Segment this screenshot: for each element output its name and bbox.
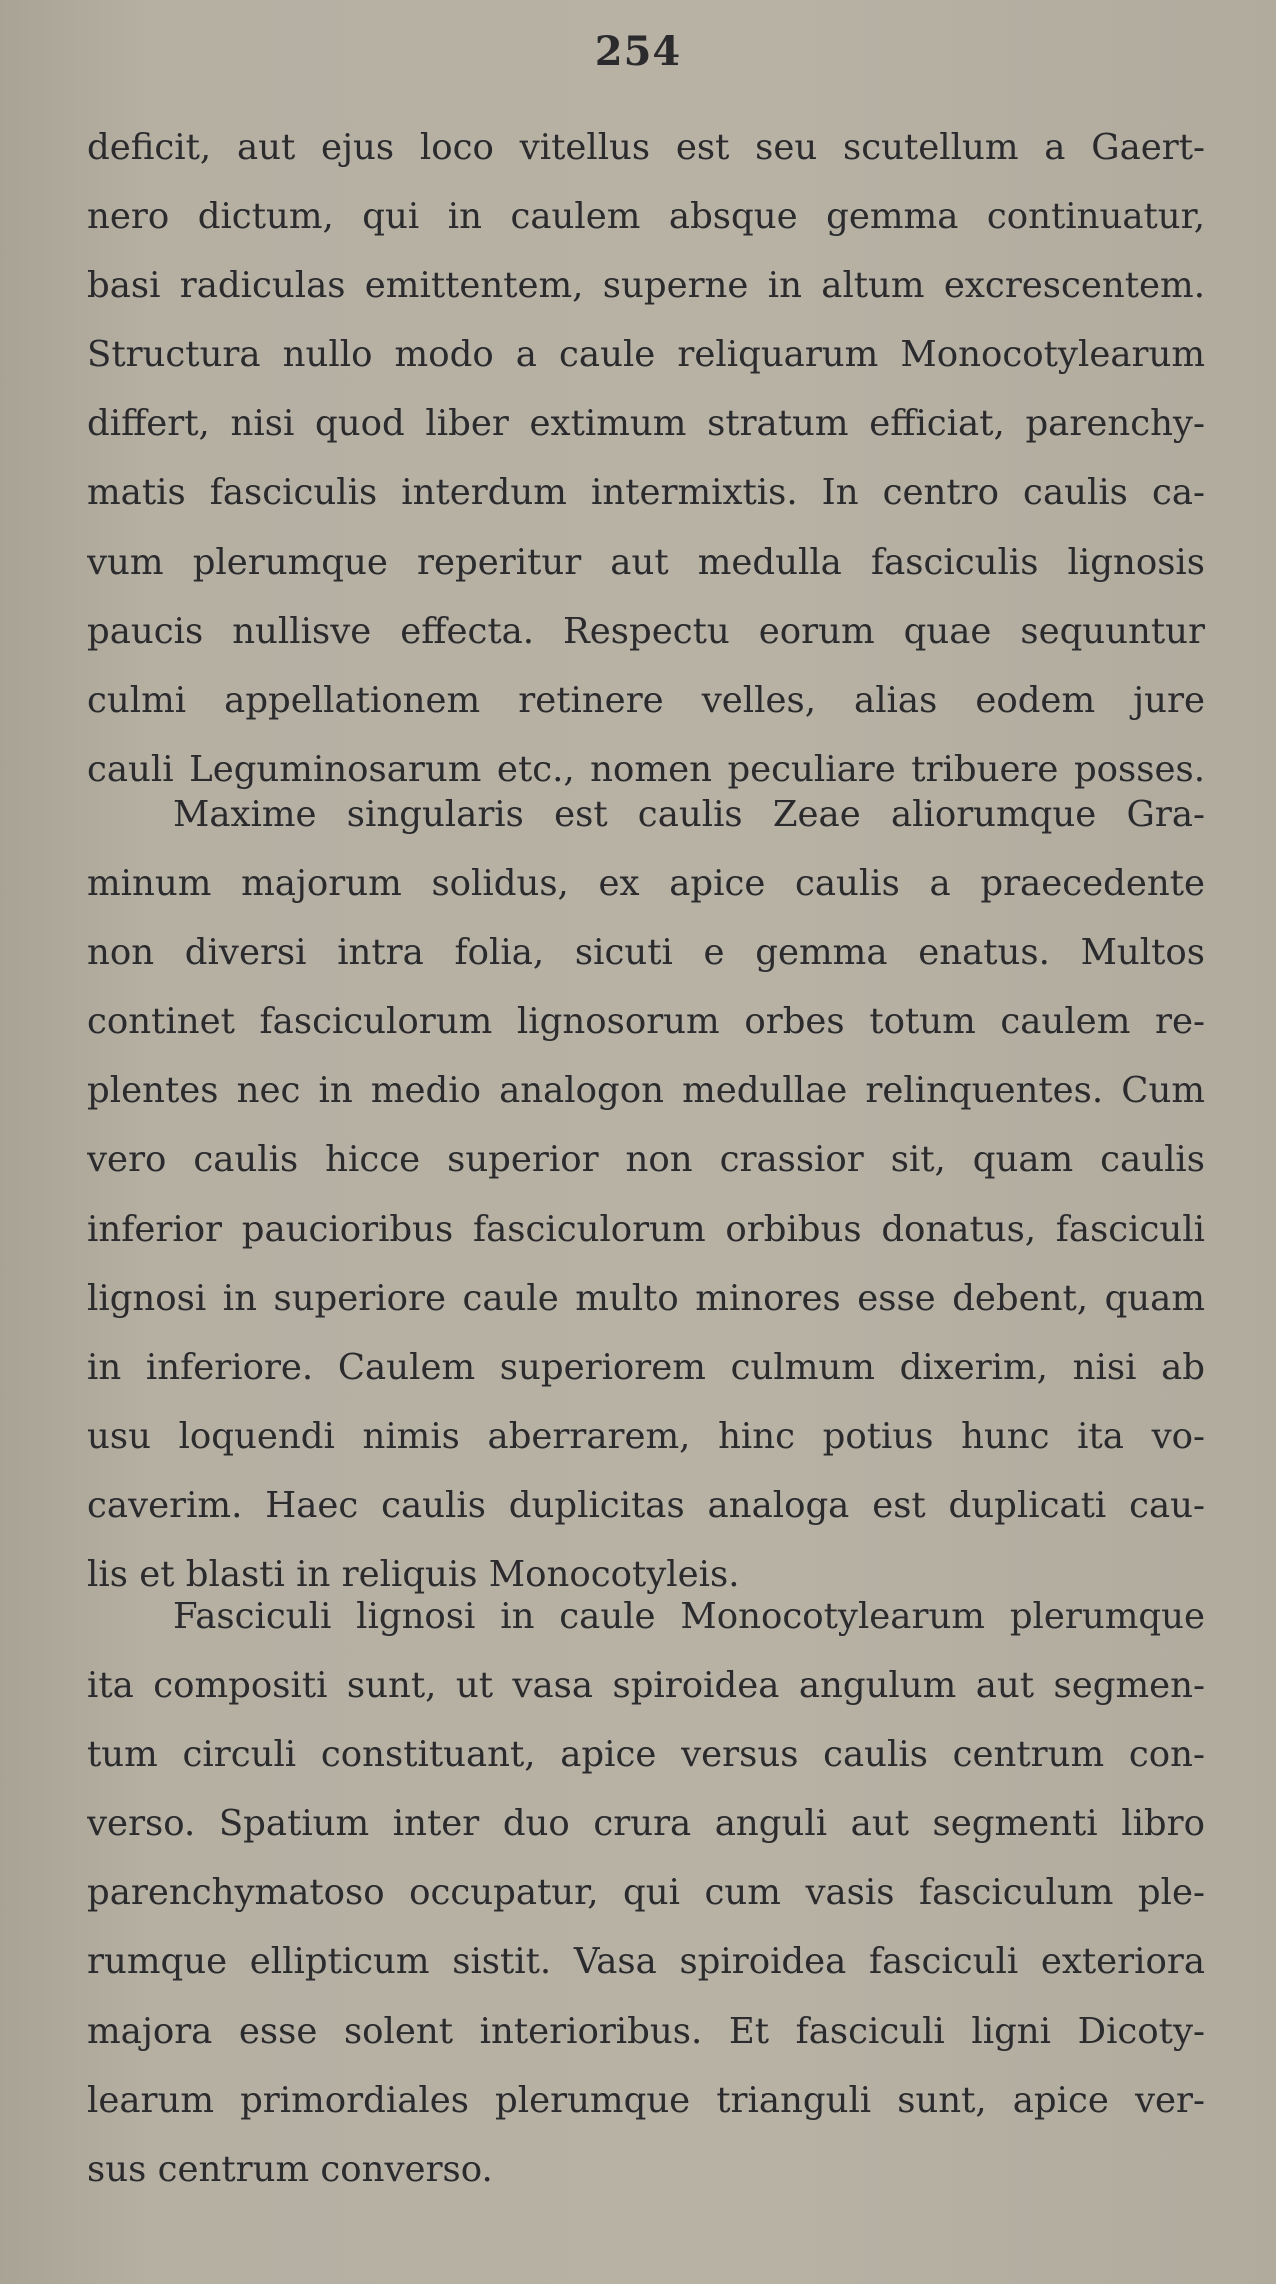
text-line: in inferiore. Caulem superiorem culmum dixerim, nisi ab <box>87 1346 1205 1388</box>
text-line: nero dictum, qui in caulem absque gemma continuatur, <box>87 196 1205 238</box>
text-line: lignosi in superiore caule multo minores esse debent, quam <box>87 1277 1205 1319</box>
text-line: continet fasciculorum lignosorum orbes totum caulem re- <box>87 1001 1205 1043</box>
text-line: cauli Leguminosarum etc., nomen peculiare tribuere posses. <box>87 748 1205 790</box>
text-line: paucis nullisve effecta. Respectu eorum quae sequuntur <box>87 610 1205 652</box>
text-line: deficit, aut ejus loco vitellus est seu scutellum a Gaert- <box>87 127 1205 168</box>
text-line: Fasciculi lignosi in caule Monocotylearum plerumque <box>173 1596 1205 1637</box>
text-line: majora esse solent interioribus. Et fasciculi ligni Dicoty- <box>87 2010 1205 2052</box>
text-line: non diversi intra folia, sicuti e gemma enatus. Multos <box>87 932 1205 974</box>
text-line: vum plerumque reperitur aut medulla fasciculis lignosis <box>87 541 1205 583</box>
paragraph-2 <box>87 780 1205 1609</box>
text-line: culmi appellationem retinere velles, alias eodem jure <box>87 679 1205 721</box>
text-line: usu loquendi nimis aberrarem, hinc potius hunc ita vo- <box>87 1415 1205 1457</box>
text-line: minum majorum solidus, ex apice caulis a praecedente <box>87 863 1205 905</box>
text-line: vero caulis hicce superior non crassior sit, quam caulis <box>87 1139 1205 1181</box>
text-line: caverim. Haec caulis duplicitas analoga est duplicati cau- <box>87 1484 1205 1526</box>
text-line: sus centrum converso. <box>87 2148 493 2190</box>
text-line: verso. Spatium inter duo crura anguli aut segmenti libro <box>87 1803 1205 1845</box>
paragraph-3 <box>87 1582 1205 2204</box>
text-line: Structura nullo modo a caule reliquarum Monocotylearum <box>87 334 1205 376</box>
page-number: 254 <box>594 28 682 75</box>
text-line: tum circuli constituant, apice versus caulis centrum con- <box>87 1734 1205 1776</box>
text-line: ita compositi sunt, ut vasa spiroidea angulum aut segmen- <box>87 1665 1205 1707</box>
text-line: differt, nisi quod liber extimum stratum efficiat, parenchy- <box>87 403 1205 445</box>
paragraph-1 <box>87 113 1205 804</box>
text-line: rumque ellipticum sistit. Vasa spiroidea fasciculi exteriora <box>87 1941 1205 1983</box>
text-line: Maxime singularis est caulis Zeae aliorumque Gra- <box>173 794 1205 835</box>
text-line: lis et blasti in reliquis Monocotyleis. <box>87 1554 740 1596</box>
text-line: basi radiculas emittentem, superne in altum excrescentem. <box>87 265 1205 307</box>
text-line: inferior paucioribus fasciculorum orbibus donatus, fasciculi <box>87 1208 1205 1250</box>
text-line: parenchymatoso occupatur, qui cum vasis fasciculum ple- <box>87 1872 1205 1914</box>
text-line: matis fasciculis interdum intermixtis. In centro caulis ca- <box>87 472 1205 514</box>
text-line: learum primordiales plerumque trianguli sunt, apice ver- <box>87 2079 1205 2121</box>
text-line: plentes nec in medio analogon medullae relinquentes. Cum <box>87 1070 1205 1112</box>
